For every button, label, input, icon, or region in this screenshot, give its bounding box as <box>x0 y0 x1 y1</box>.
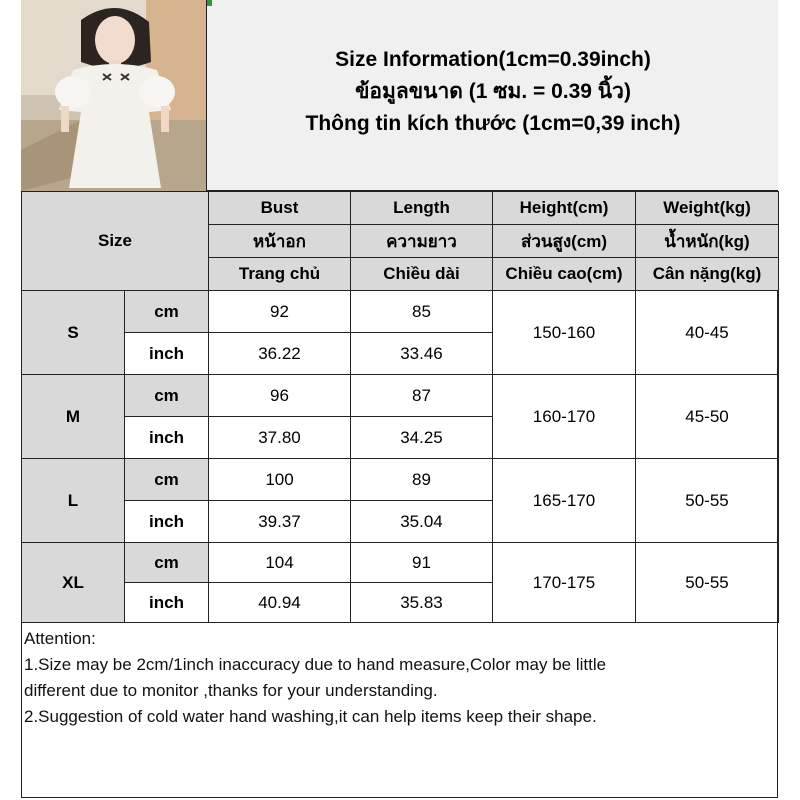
info-line-en: Size Information(1cm=0.39inch) <box>335 48 651 71</box>
unit-cm: cm <box>125 291 209 333</box>
attention-line: 2.Suggestion of cold water hand washing,it can help items keep their shape. <box>24 707 597 726</box>
model-photo-illustration <box>21 0 207 191</box>
size-label: M <box>22 375 125 459</box>
col-height-vi: Chiều cao(cm) <box>493 258 636 291</box>
col-bust-vi: Trang chủ <box>209 258 351 291</box>
table-row <box>22 375 779 417</box>
height-range: 170-175 <box>493 543 636 623</box>
unit-cm: cm <box>125 375 209 417</box>
col-weight-en: Weight(kg) <box>636 192 779 225</box>
col-height-en: Height(cm) <box>493 192 636 225</box>
info-line-th: ข้อมูลขนาด (1 ซม. = 0.39 นิ้ว) <box>355 80 631 103</box>
size-label: L <box>22 459 125 543</box>
unit-inch: inch <box>125 417 209 459</box>
weight-range: 50-55 <box>636 543 779 623</box>
length-inch: 35.04 <box>351 501 493 543</box>
size-label: S <box>22 291 125 375</box>
length-cm: 87 <box>351 375 493 417</box>
unit-cm: cm <box>125 543 209 583</box>
attention-title: Attention: <box>24 629 96 648</box>
weight-range: 45-50 <box>636 375 779 459</box>
header-row-en <box>22 192 779 225</box>
length-cm: 89 <box>351 459 493 501</box>
weight-range: 50-55 <box>636 459 779 543</box>
weight-range: 40-45 <box>636 291 779 375</box>
height-range: 165-170 <box>493 459 636 543</box>
col-height-th: ส่วนสูง(cm) <box>493 225 636 258</box>
length-inch: 33.46 <box>351 333 493 375</box>
size-label: XL <box>22 543 125 623</box>
table-row <box>22 459 779 501</box>
height-range: 160-170 <box>493 375 636 459</box>
unit-cm: cm <box>125 459 209 501</box>
bust-cm: 100 <box>209 459 351 501</box>
table-row <box>22 291 779 333</box>
attention-notes <box>24 626 774 730</box>
col-length-en: Length <box>351 192 493 225</box>
bust-inch: 39.37 <box>209 501 351 543</box>
length-inch: 35.83 <box>351 583 493 623</box>
bust-inch: 36.22 <box>209 333 351 375</box>
col-bust-th: หน้าอก <box>209 225 351 258</box>
height-range: 150-160 <box>493 291 636 375</box>
bust-inch: 37.80 <box>209 417 351 459</box>
product-photo <box>21 0 207 191</box>
bust-cm: 104 <box>209 543 351 583</box>
col-weight-th: น้ำหนัก(kg) <box>636 225 779 258</box>
size-information-heading <box>208 44 778 140</box>
size-table <box>21 191 779 623</box>
attention-line: different due to monitor ,thanks for your understanding. <box>24 681 438 700</box>
col-weight-vi: Cân nặng(kg) <box>636 258 779 291</box>
col-length-th: ความยาว <box>351 225 493 258</box>
table-row <box>22 543 779 583</box>
unit-inch: inch <box>125 333 209 375</box>
unit-inch: inch <box>125 583 209 623</box>
bust-cm: 92 <box>209 291 351 333</box>
size-title: Size <box>22 192 209 291</box>
info-line-vi: Thông tin kích thước (1cm=0,39 inch) <box>305 112 681 135</box>
bust-cm: 96 <box>209 375 351 417</box>
length-cm: 91 <box>351 543 493 583</box>
bust-inch: 40.94 <box>209 583 351 623</box>
col-length-vi: Chiều dài <box>351 258 493 291</box>
length-cm: 85 <box>351 291 493 333</box>
unit-inch: inch <box>125 501 209 543</box>
attention-line: 1.Size may be 2cm/1inch inaccuracy due to hand measure,Color may be little <box>24 655 607 674</box>
length-inch: 34.25 <box>351 417 493 459</box>
col-bust-en: Bust <box>209 192 351 225</box>
